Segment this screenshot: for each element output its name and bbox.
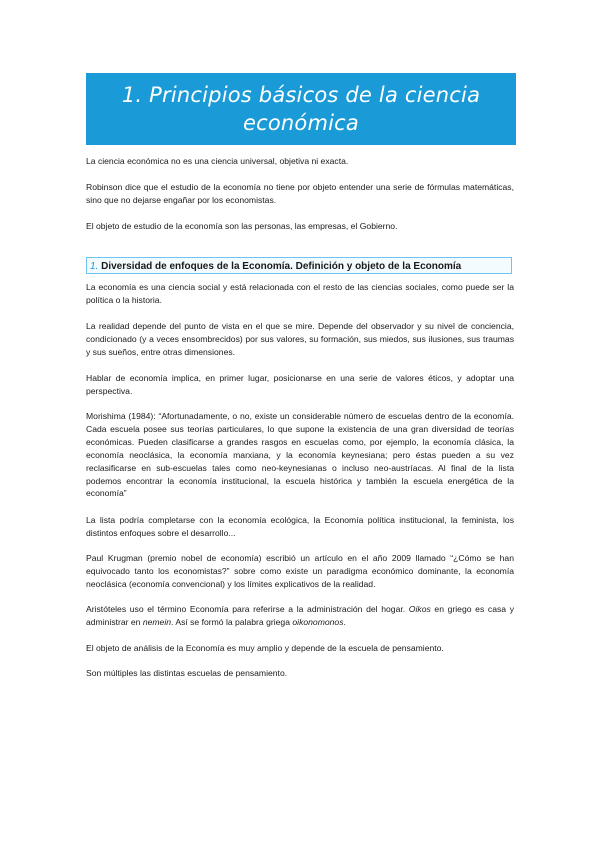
body-paragraph-6: Paul Krugman (premio nobel de economía) escribió un artículo en el año 2009 llamado “¿Cómo se han equivocado tanto los economistas?” sobre como existe un paradigma económico dominante, la economía neoclásica (economía convencional) y los límites explicativos de la realidad. [86,553,514,589]
body-paragraph-3: Hablar de economía implica, en primer lugar, posicionarse en una serie de valores éticos, y adoptar una perspectiva. [86,373,514,396]
section-heading [86,257,512,274]
intro-paragraph-2: Robinson dice que el estudio de la economía no tiene por objeto entender una serie de fórmulas matemáticas, sino que no dejarse engañar por los economistas. [86,182,514,205]
body-paragraph-7 [86,603,514,629]
p7-term-oikonomonos: oikonomonos [292,616,344,627]
p7-text-g: . [343,616,346,627]
p7-text-a: Aristóteles uso el término Economía para referirse a la administración del hogar. [86,604,409,614]
intro-paragraph-3: El objeto de estudio de la economía son las personas, las empresas, el Gobierno. [86,221,398,231]
section-number: 1. [90,261,99,272]
body-paragraph-5: La lista podría completarse con la economía ecológica, la Economía política institucional, la feminista, los distintos enfoques sobre el desarrollo... [86,515,514,538]
body-paragraph-4: Morishima (1984): “Afortunadamente, o no, existe un considerable número de escuelas dentro de la economía. Cada escuela posee sus teorías particulares, lo que supone la existencia de una gran diversidad de teorías económicas. Pueden clasificarse a grandes rasgos en escuelas como, por ejemplo, la economía clásica, la economía neoclásica, la economía marxiana, y la economía keynesiana; pero éstas pueden a su vez reclasificarse en sub-escuelas tales como neo-keynesianas o incluso neo-austríacas. Al final de la lista podemos encontrar la economía institucional, la escuela histórica y también la escuela energética de la economía” [86,411,514,499]
p7-text-c: en griego es casa y administrar en [86,604,514,627]
body-paragraph-2: La realidad depende del punto de vista en el que se mire. Depende del observador y su nivel de conciencia, condicionado (y a veces ensombrecidos) por sus valores, su formación, sus miedos, sus ilusiones, sus traumas y sus sueños, entre otras dimensiones. [86,321,514,357]
section-heading-text: Diversidad de enfoques de la Economía. Definición y objeto de la Economía [101,261,462,272]
title-banner [86,73,516,145]
title-line-1: 1. Principios básicos de la ciencia [121,83,481,107]
p7-text-e: . Así se formó la palabra griega [171,616,293,627]
body-paragraph-8: El objeto de análisis de la Economía es muy amplio y depende de la escuela de pensamiento. [86,643,444,653]
body-paragraph-9: Son múltiples las distintas escuelas de pensamiento. [86,668,288,678]
p7-term-oikos: Oikos [408,604,431,614]
intro-paragraph-1: La ciencia económica no es una ciencia universal, objetiva ni exacta. [86,156,349,166]
p7-term-nemein: nemein [142,616,172,627]
title-line-2: económica [243,111,359,135]
body-paragraph-1: La economía es una ciencia social y está relacionada con el resto de las ciencias sociales, como puede ser la política o la historia. [86,282,514,305]
